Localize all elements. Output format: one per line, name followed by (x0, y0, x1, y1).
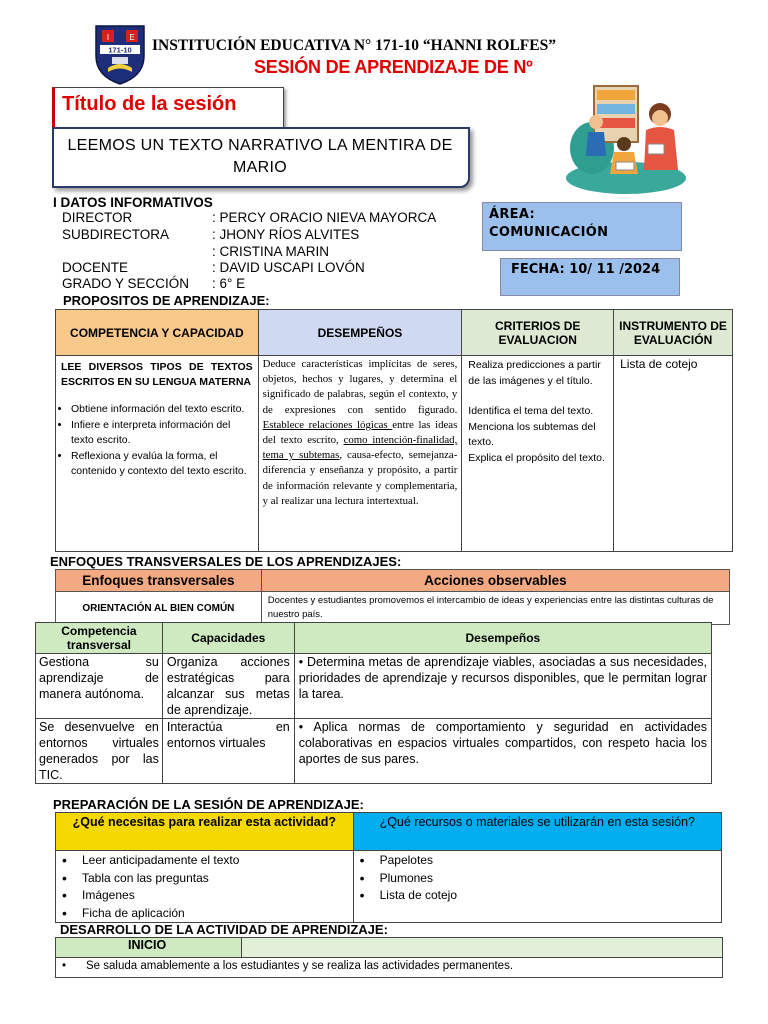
session-theme: LEEMOS UN TEXTO NARRATIVO LA MENTIRA DE MARIO (67, 137, 453, 176)
datos-value-grado: : 6° E (212, 276, 246, 291)
needs-list (56, 852, 353, 922)
desempeno-underline-1: Establece relaciones lógicas (262, 418, 393, 431)
datos-label-docente: DOCENTE (62, 260, 129, 275)
area-label: ÁREA: (489, 207, 535, 222)
propositos-table (55, 309, 733, 552)
materials-item: • Plumones (354, 870, 721, 888)
needs-item: • Ficha de aplicación (56, 905, 353, 923)
materials-cell (353, 851, 721, 923)
crest-text: 171-10 (108, 45, 132, 55)
desempeno-part-1: Deduce características implícitas de seres, objetos, hechos y lugares, y determina el significado de palabras, según el contexto, y de expresiones con sentido figurado. (262, 358, 458, 416)
preparacion-question-2: ¿Qué recursos o materiales se utilizarán en esta sesión? (353, 813, 721, 851)
capacidad-item: • Obtiene información del texto escrito. (71, 402, 253, 417)
header-desempenos: DESEMPEÑOS (258, 310, 462, 356)
enfoques-col2: Acciones observables (261, 570, 729, 592)
title-label: Título de la sesión (62, 93, 237, 115)
desempenos-cell (258, 356, 462, 552)
datos-heading: I DATOS INFORMATIVOS (53, 195, 213, 210)
header-instrumento: INSTRUMENTO DE EVALUACIÓN (614, 310, 733, 356)
ct-desempeno-1: • Determina metas de aprendizaje viables, asociadas a sus necesidades, prioridades de aprendizaje y recursos disponibles, que le permitan lograr la tarea. (294, 654, 711, 719)
criterio-1: Realiza predicciones a partir de las imágenes y el título. (468, 359, 601, 387)
area-value: COMUNICACIÓN (489, 225, 609, 240)
capacidades-list (61, 402, 253, 479)
desempenos-text (263, 357, 458, 509)
ct-desempeno-2: • Aplica normas de comportamiento y seguridad en actividades colaborativas en espacios virtuales compartidos, con respeto hacia los aportes de sus pares. (294, 719, 711, 784)
datos-label-grado: GRADO Y SECCIÓN (62, 276, 190, 291)
desempeno-underline-2: como intención-finalidad, tema y subtemas (262, 434, 458, 462)
datos-value-director: : PERCY ORACIO NIEVA MAYORCA (212, 210, 437, 225)
ct-header-competencia: Competencia transversal (36, 623, 163, 654)
inicio-label: INICIO (56, 938, 242, 958)
svg-text:I: I (106, 33, 110, 42)
enfoques-heading: ENFOQUES TRANSVERSALES DE LOS APRENDIZAJES: (50, 554, 402, 569)
datos-value-subdirectora-2: : CRISTINA MARIN (212, 244, 330, 259)
inicio-item: Se saluda amablemente a los estudiantes y se realiza las actividades permanentes. (86, 960, 514, 972)
materials-list (354, 852, 721, 905)
needs-cell (56, 851, 354, 923)
needs-item: • Imágenes (56, 887, 353, 905)
institution-name: INSTITUCIÓN EDUCATIVA N° 171-10 “HANNI ROLFES” (152, 37, 556, 54)
instrumento-cell: Lista de cotejo (614, 356, 733, 552)
datos-value-docente: : DAVID USCAPI LOVÓN (212, 260, 365, 275)
preparacion-table (55, 812, 722, 923)
materials-item: • Lista de cotejo (354, 887, 721, 905)
desempeno-part-2: entre las ideas del texto escrito, (262, 418, 458, 447)
capacidad-item: • Infiere e interpreta información del texto escrito. (71, 418, 253, 448)
competencia-cell (56, 356, 259, 552)
enfoques-col1: Enfoques transversales (56, 570, 262, 592)
criterio-4: Explica el propósito del texto. (468, 451, 605, 464)
reading-students-illustration (562, 78, 690, 196)
capacidad-item: • Reflexiona y evalúa la forma, el contenido y contexto del texto escrito. (71, 449, 253, 479)
criterios-cell (462, 356, 614, 552)
ct-capacidad-2: Interactúa en entornos virtuales (162, 719, 294, 784)
ct-competencia-2: Se desenvuelve en entornos virtuales generados por las TIC. (36, 719, 163, 784)
svg-text:E: E (129, 33, 135, 42)
datos-label-subdirectora: SUBDIRECTORA (62, 227, 170, 242)
ct-competencia-1: Gestiona su aprendizaje de manera autónoma. (36, 654, 163, 719)
preparacion-question-1: ¿Qué necesitas para realizar esta actividad? (56, 813, 354, 851)
inicio-header-blank (241, 938, 722, 958)
ct-header-capacidades: Capacidades (162, 623, 294, 654)
criterio-2: Identifica el tema del texto. (468, 405, 594, 417)
fecha-text: FECHA: 10/ 11 /2024 (511, 262, 661, 277)
enfoque-name: ORIENTACIÓN AL BIEN COMÚN (56, 592, 262, 625)
school-crest-icon (92, 22, 148, 86)
competencia-text: LEE DIVERSOS TIPOS DE TEXTOS ESCRITOS EN SU LENGUA MATERNA (61, 361, 253, 388)
transversal-table (35, 622, 712, 784)
criterio-3: Menciona los subtemas del texto. (468, 420, 596, 448)
ct-capacidad-1: Organiza acciones estratégicas para alcanzar sus metas de aprendizaje. (162, 654, 294, 719)
bullet-icon: • (62, 960, 67, 972)
desempeno-part-3: , causa-efecto, semejanza-diferencia y enseñanza y propósito, a partir de información relevante y complementaria, y al realizar una lectura intertextual. (262, 449, 458, 507)
inicio-table (55, 937, 723, 978)
needs-item: • Leer anticipadamente el texto (56, 852, 353, 870)
inicio-item-cell (56, 958, 723, 978)
area-text (489, 206, 608, 242)
materials-item: • Papelotes (354, 852, 721, 870)
datos-label-director: DIRECTOR (62, 210, 133, 225)
enfoque-accion: Docentes y estudiantes promovemos el intercambio de ideas y experiencias entre las distintas culturas de nuestro país. (261, 592, 729, 625)
header-competencia: COMPETENCIA Y CAPACIDAD (56, 310, 259, 356)
preparacion-heading: PREPARACIÓN DE LA SESIÓN DE APRENDIZAJE: (53, 797, 364, 812)
datos-value-subdirectora: : JHONY RÍOS ALVITES (212, 227, 360, 242)
propositos-heading: PROPOSITOS DE APRENDIZAJE: (63, 293, 270, 308)
header-criterios: CRITERIOS DE EVALUACION (462, 310, 614, 356)
enfoques-table (55, 569, 730, 625)
session-title: SESIÓN DE APRENDIZAJE DE Nº (254, 57, 533, 77)
desarrollo-heading: DESARROLLO DE LA ACTIVIDAD DE APRENDIZAJE: (60, 922, 388, 937)
ct-header-desempenos: Desempeños (294, 623, 711, 654)
needs-item: • Tabla con las preguntas (56, 870, 353, 888)
